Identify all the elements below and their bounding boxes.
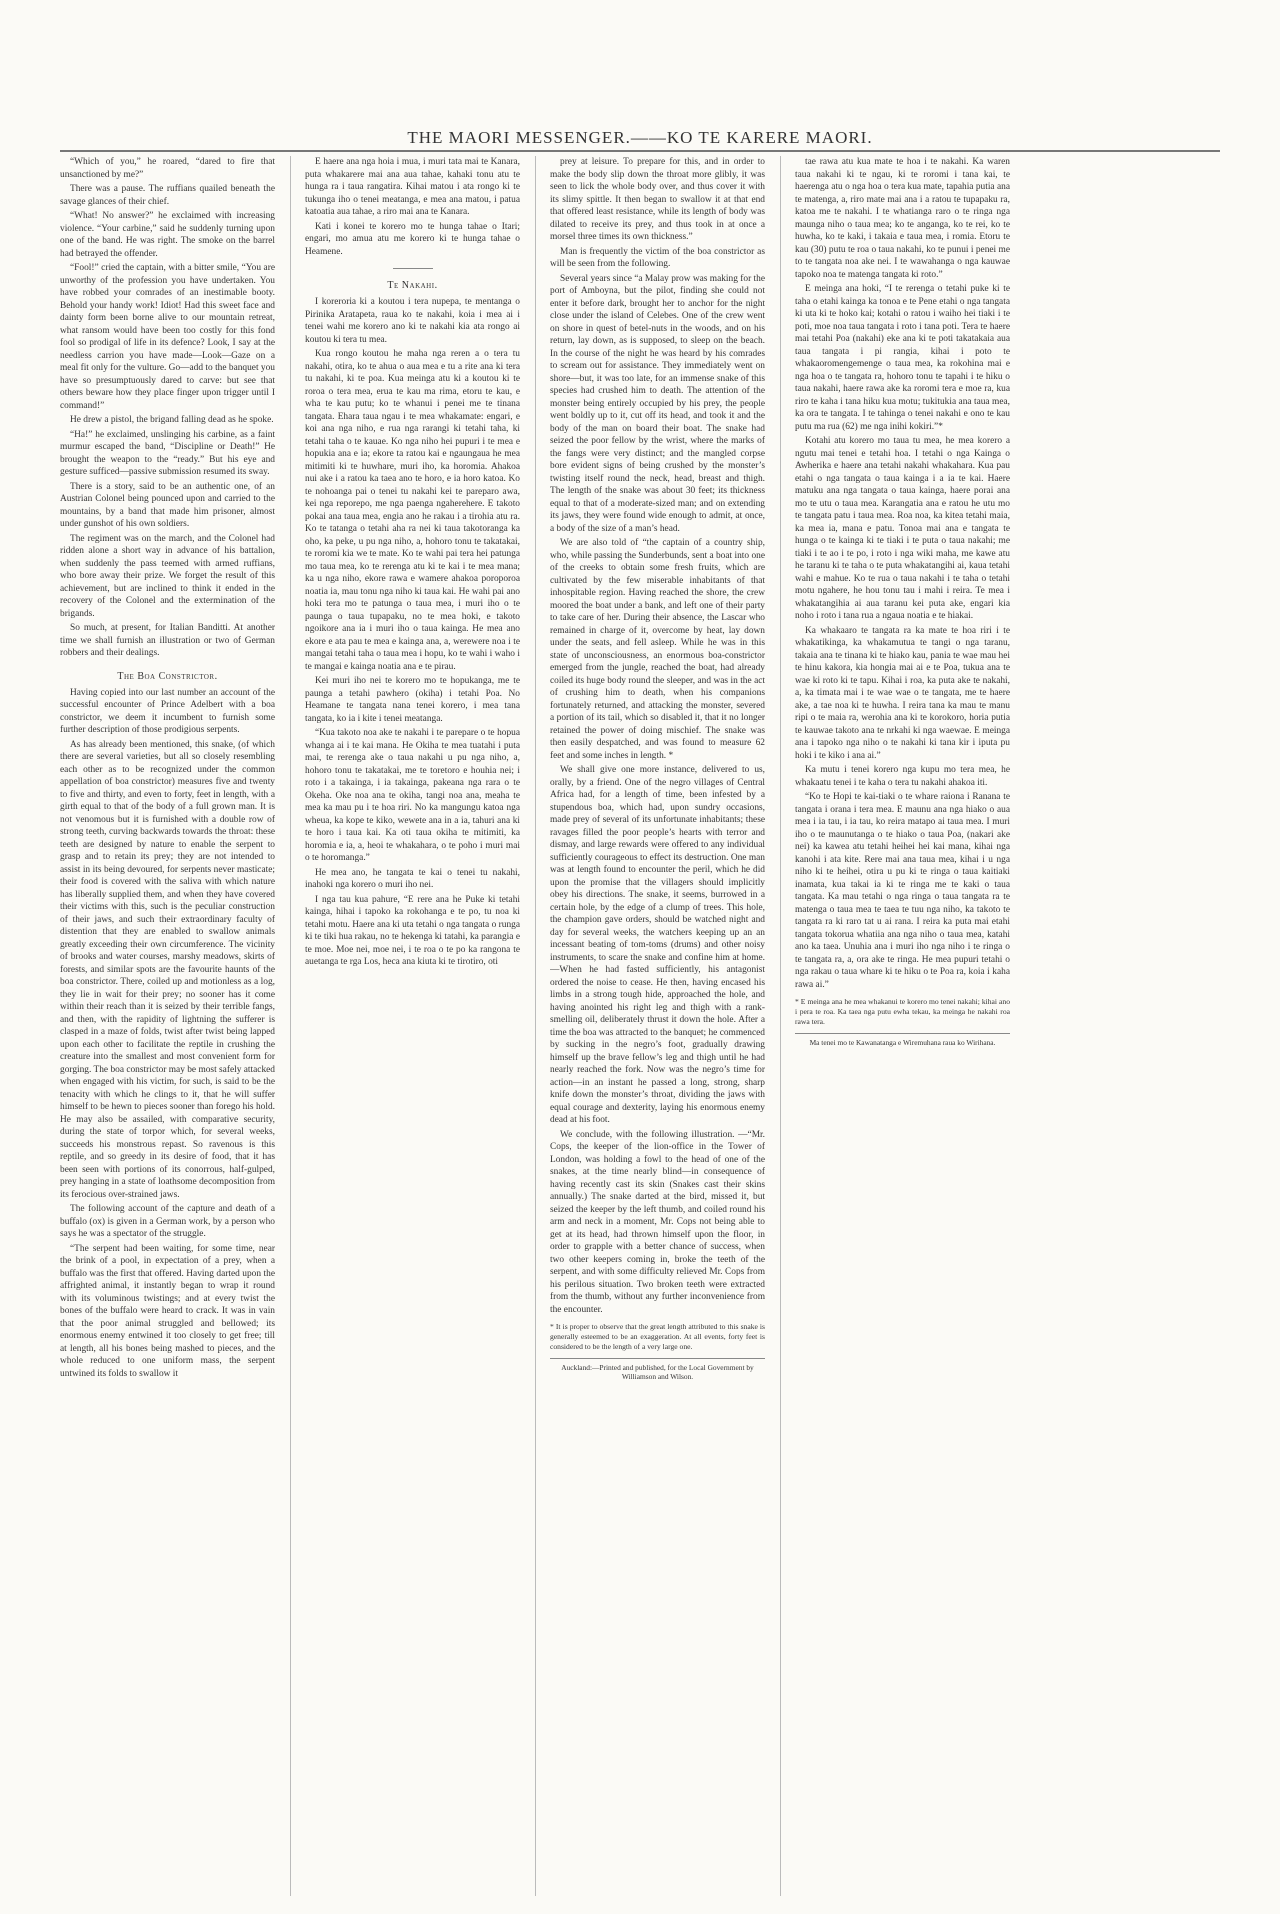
column-divider (780, 156, 781, 1896)
column-3 (550, 156, 765, 1896)
col4-imprint: Ma tenei mo te Kawanatanga e Wiremuhana raua ko Wirihana. (795, 1033, 1010, 1048)
col2-intro (305, 156, 520, 258)
paragraph: Kua rongo koutou he maha nga reren a o tera tu nakahi, otira, ko te ahua o aua mea e tu a rite ana ki tera tu nakahi, ki te poa. Kua meinga atu ki a koutou ki te roroa o tera mea, erua te kau ma rima, etoru te kau, e wha te kau putu; ko te whanui i penei me te tinana tangata. Ehara taua ngau i te mea whakamate: engari, e koi ana nga niho, e rua nga rarangi ki tetahi taha, ki tetahi taha o te kauae. Ko nga niho hei pupuri i te mea e hopukia ana e ia; ekore ta ratou kai e ngaungaua he mea mitimiti ki te huwhare, muri iho, ka horomia. Ahakoa nui ake i a ratou ka taea ano te horo, e ia horo katoa. Ko te nohoanga pai o tenei tu nakahi kei te pareparo awa, kei nga reporepo, me nga paenga ngaherehere. E takoto pokai ana taua mea, engia ano he rakau i a tirohia atu ra. Ko te tatanga o tetahi aha ra nei ki taua takotoranga ka oho, ka peke, u pu nga niho, a, hohoro tonu te takatakai, te roromi kia we te mate. Ko te wahi pai tera hei patunga mo taua mea, ko te rerenga atu ki te kai i te mea mana; ka u nga niho, ekore rawa e wamere ahakoa poroporoa noatia ia, mau tonu nga niho ki taua kai. He wahi pai ano hoki tera mo te patunga o taua mea, i muri iho o te paunga o taua tupapaku, no te mea hoki, e takoto ngoikore ana ia i muri iho o taua kainga. He mea ano ekore e ata pau te mea e kainga ana, a, werewere noa i te mangai tetahi taha o taua mea i hopu, ko te wahi i waho i te mangai e kainga noatia ana e te pirau. (305, 349, 520, 672)
paragraph: We conclude, with the following illustration. —“Mr. Cops, the keeper of the lion-office in the Tower of London, was holding a fowl to the head of one of the snakes, at the time nearly blind—in consequence of having recently cast its skin (Snakes cast their skins annually.) The snake darted at the bird, missed it, but seized the keeper by the left thumb, and coiled round his arm and neck in a moment, Mr. Cops not being able to get at its head, had thrown himself upon the floor, in order to grapple with a better chance of success, when two other keepers coming in, broke the teeth of the serpent, and with some difficulty relieved Mr. Cops from his perilous situation. Two broken teeth were extracted from the thumb, without any further inconvenience from the encounter. (550, 1129, 765, 1315)
paragraph: “What! No answer?” he exclaimed with increasing violence. “Your carbine,” said he suddenly turning upon one of the band. He was right. The smoke on the barrel had betrayed the offender. (60, 211, 275, 259)
paragraph: There was a pause. The ruffians quailed beneath the savage glances of their chief. (60, 184, 275, 207)
paragraph: prey at leisure. To prepare for this, and in order to make the body slip down the throat more glibly, it was seen to lick the whole body over, and thus cover it with its slimy spittle. It then began to swallow it at that end that offered least resistance, while its length of body was dilated to receive its prey, and thus took in at once a morsel three times its own thickness.” (550, 157, 765, 242)
paragraph: Ka mutu i tenei korero nga kupu mo tera mea, he whakaatu tenei i te kaha o tera tu nakahi ahakoa iti. (795, 765, 1010, 788)
paragraph: E meinga ana hoki, “I te rerenga o tetahi puke ki te taha o etahi kainga ka tonoa e te Pene etahi o nga tangata ki uta ki te hoko kai; kotahi o ratou i waiho hei tiaki i te poti, moe noa taua tangata i roto i tana poti. Tera te haere mai tetahi Poa (nakahi) eke ana ki te poti takatakaia aua taua tangata i pi rangia, kihai i poto te whakaoromengemenge o taua mea, ka rokohina mai e nga hoa o te tangata ra, hohoro tonu te tapahi i te hiku o taua nakahi, haere rawa ake ka roromi tera e moe ra, kua riro te kaha i tana hiku kua motu; tukitukia ana taua mea, ka ora te tangata. I te tahinga o tenei nakahi e ono te kau putu ma rua (62) me nga inihi kokiri.”* (795, 284, 1010, 432)
col1-heading: The Boa Constrictor. (117, 670, 218, 682)
paragraph: E haere ana nga hoia i mua, i muri tata mai te Kanara, puta whakarere mai ana aua tahae, kahaki tonu atu te hunga ra i taua rangatira. Kihai matou i ata rongo ki te tukunga iho o tenei meatanga, e mea ana matou, i patua katoatia aua tahae, a riro mai ana te Kanara. (305, 157, 520, 217)
paragraph: I koreroria ki a koutou i tera nupepa, te mentanga o Pirinika Aratapeta, raua ko te nakahi, koia i mea ai i tenei wahi me korero ano ki te nakahi kia ata rongo ai koutou ki tera tu mea. (305, 297, 520, 345)
paragraph: Several years since “a Malay prow was making for the port of Amboyna, but the pilot, finding she could not enter it before dark, brought her to anchor for the night close under the island of Celebes. One of the crew went on shore in quest of betel-nuts in the woods, and on his return, lay down, as is supposed, to sleep on the beach. In the course of the night he was heard by his comrades to scream out for assistance. They immediately went on shore—but, it was too late, for an immense snake of this species had crushed him to death. The attention of the monster being entirely occupied by his prey, the people went boldly up to it, cut off its head, and took it and the body of the man on board their boat. The snake had seized the poor fellow by the wrist, where the marks of the fangs were very distinct; and the mangled corpse bore evident signs of being crushed by the monster’s twisting itself round the neck, head, breast and thigh. The length of the snake was about 30 feet; its thickness equal to that of a moderate-sized man; and on extending its jaws, they were found wide enough to admit, at once, a body of the size of a man’s head. (550, 273, 765, 534)
paragraph: We are also told of “the captain of a country ship, who, while passing the Sunderbunds, sent a boat into one of the creeks to obtain some fresh fruits, which are cultivated by the few miserable inhabitants of that inhospitable region. Having reached the shore, the crew moored the boat under a bank, and left one of their party to take care of her. During their absence, the Lascar who remained in charge of it, overcome by heat, lay down under the seats, and fell asleep. While he was in this state of unconsciousness, an enormous boa-constrictor emerged from the jungle, reached the boat, had already coiled its huge body round the sleeper, and was in the act of crushing him to death, when his companions fortunately returned, and attacking the monster, severed a portion of its tail, which so disabled it, that it no longer retained the power of doing mischief. The snake was then easily despatched, and was found to measure 62 feet and some inches in length. * (550, 538, 765, 761)
paragraph: There is a story, said to be an authentic one, of an Austrian Colonel being pounced upon and carried to the mountains, by a band that made him prisoner, almost under gunshot of his own soldiers. (60, 481, 275, 529)
col4-footnote: * E meinga ana he mea whakanui te korero mo tenei nakahi; kihai ano i pera te roa. Ka taea nga putu ewha tekau, ka meinga he nakahi roa rawa tera. (795, 997, 1010, 1026)
col3-body (550, 156, 765, 1316)
col4-body (795, 156, 1010, 991)
paragraph: “Ko te Hopi te kai-tiaki o te whare raiona i Ranana te tangata i orana i tera mea. E maunu ana nga hiako o aua mea i ia tau, i ia tau, ko reira matapo ai taua mea. I muri iho o te maunutanga o te hiako o taua Poa, (nakari ake nei) ka kawea atu tetahi heihei hei kai mana, kihai nga kanohi i ata kite. Rere mai ana taua mea, kihai i u nga niho ki te heihei, otira u pu ki te ringa o taua kaitiaki inamata, kua takai ia ki te ringa me te kaki o taua tangata. Ka mau tetahi o nga ringa o taua tangata ra te matenga o taua mea te taea te tuu nga niho, ka takoto te tangata ra ki raro tat u ai rana. I reira ka puta mai etahi tangata tokorua whatiia ana nga niho o taua mea, katahi ano ka taea. Unuhia ana i muri iho nga niho i te ringa o te tangata ra, a, ora ake te ringa. He mea pupuri tetahi o nga rakau o taua whare ki te hiku o te Poa ra, koia i kaha rawa ai.” (795, 792, 1010, 990)
paragraph: “Which of you,” he roared, “dared to fire that unsanctioned by me?” (60, 157, 275, 180)
paragraph: The regiment was on the march, and the Colonel had ridden alone a short way in advance of his battalion, when suddenly the pass teemed with armed ruffians, who bore away their prize. We forget the result of this achievement, but are inclined to think it ended in the recovery of the Colonel and the extermination of the brigands. (60, 533, 275, 619)
paragraph: “The serpent had been waiting, for some time, near the brink of a pool, in expectation of a prey, when a buffalo was the first that offered. Having darted upon the affrighted animal, it instantly began to wrap it round with its voluminous twistings; and at every twist the bones of the buffalo were heard to crack. It was in vain that the poor animal struggled and bellowed; its enormous enemy entwined it too closely to get free; till at length, all his bones being mashed to pieces, and the whole reduced to one uniform mass, the serpent untwined its folds to swallow it (60, 1243, 275, 1379)
masthead: THE MAORI MESSENGER.——KO TE KARERE MAORI. (407, 128, 873, 147)
column-divider (290, 156, 291, 1896)
masthead-rule (60, 150, 1220, 152)
col3-imprint: Auckland:—Printed and published, for the Local Government by Williamson and Wilson. (550, 1358, 765, 1383)
paragraph: “Ha!” he exclaimed, unslinging his carbine, as a faint murmur escaped the band, “Discipline or Death!” He brought the weapon to the “ready.” But his eye and gesture sufficed—passive submission resumed its sway. (60, 429, 275, 477)
paragraph: He drew a pistol, the brigand falling dead as he spoke. (70, 415, 274, 425)
paragraph: “Fool!” cried the captain, with a bitter smile, “You are unworthy of the profession you have undertaken. You have robbed your comrades of an inestimable booty. Behold your handy work! Idiot! Had this sweet face and dainty form been borne alive to our mountain retreat, what ransom would have been too costly for this fond fool so prodigal of life in its defence? Look, I say at the needless carrion you have made—Look—Gaze on a meal fit only for the vulture. Go—add to the banquet you have so presumptuously dared to carve: but see that others beware how they place finger upon trigger until I command!” (60, 263, 275, 411)
column-1 (60, 156, 275, 1896)
column-2 (305, 156, 520, 1896)
column-divider (535, 156, 536, 1896)
paragraph: Ka whakaaro te tangata ra ka mate te hoa riri i te whakatikinga, ka whakamutua te tangi o nga taranu, takaia ana te tinana ki te hiako kau, pania te wae mau hei te hinu kakora, kia hongia mai ai e te Poa, tukua ana te wae ki roto ki te tapu. Kihai i roa, ka puta ake te nakahi, a, ka timata mai i te wae wae o te tangata, me te haere ake, a tae noa ki te huwha. I reira tana ka mau te manu ripi o te maia ra, werohia ana ki te korokoro, horia putia te kauwae takoto ana te nrkahi ki nga waewae. E meinga ana i tapoko nga niho o te nakahi ki tana kir i iputa pu hoki i te kiko i ana ai.” (795, 625, 1010, 761)
columns (60, 156, 1220, 1896)
paragraph: I nga tau kua pahure, “E rere ana he Puke ki tetahi kainga, hihai i tapoko ka rokohanga e te po, tu noa ki tetahi motu. Haere ana ki uta tetahi o nga tangata o runga ki te tiki hua rakau, no te hekenga ki tatahi, ka parangia e te moe. Moe nei, moe nei, i te roa o te po ka rangona te auetanga te rga Los, heca ana kiuta ki te tirotiro, oti (305, 894, 520, 968)
col1-intro (60, 156, 275, 660)
col2-heading: Te Nakahi. (387, 280, 438, 291)
paragraph: So much, at present, for Italian Banditti. At another time we shall furnish an illustration or two of German robbers and their dealings. (60, 623, 275, 658)
paragraph: Having copied into our last number an account of the successful encounter of Prince Adelbert with a boa constrictor, we deem it incumbent to furnish some further description of those prodigious serpents. (60, 687, 275, 736)
col2-body (305, 296, 520, 969)
paragraph: Kati i konei te korero mo te hunga tahae o Itari; engari, mo amua atu me korero ki te hunga tahae o Heamene. (305, 221, 520, 257)
column-4 (795, 156, 1010, 1896)
col1-body (60, 687, 275, 1381)
paragraph: We shall give one more instance, delivered to us, orally, by a friend. One of the negro villages of Central Africa had, for a length of time, been infested by a stupendous boa, which had, upon sundry occasions, made prey of several of its unfortunate inhabitants; these ravages filled the poor people’s hearts with terror and dismay, and large rewards were offered to any individual sufficiently courageous to effect its destruction. One man was at length found to encounter the peril, which he did upon the promise that the villagers should implicitly obey his directions. The snake, it seems, burrowed in a certain hole, by the edge of a clump of trees. This hole, the champion gave orders, should be watched night and day for several weeks, the watchers keeping up an an incessant beating of tom-toms (drums) and other noisy instruments, to scare the snake and confine him at home.—When he had fasted sufficiently, his antagonist ordered the noise to cease. He then, having encased his limbs in a strong tough hide, approached the hole, and having anointed his right leg and thigh with a rank-smelling oil, deliberately thrust it down the hole. After a time the boa was attracted to the banquet; he commenced by sucking in the negro’s foot, gradually drawing himself up the brave fellow’s leg and thigh until he had nearly reached the fork. Now was the negro’s time for action—in an instant he passed a long, strong, sharp knife down the monster’s throat, dividing the jaws with equal courage and dexterity, laying his enormous enemy dead at his foot. (550, 765, 765, 1125)
paragraph: As has already been mentioned, this snake, (of which there are several varieties, but all so closely resembling each other as to be recognized under the common appellation of boa constrictor) measures five and twenty to five and thirty, and even to forty, feet in length, with a girth equal to that of the body of a full grown man. It is not venomous but it is furnished with a double row of strong teeth, curving backwards towards the throat: these teeth are designed by nature to enable the serpent to grasp and to retain its prey; they are not intended to assist in its being devoured, for serpents never masticate; their food is covered with the saliva with which nature has liberally supplied them, and when they have covered their victims with this, such is the peculiar construction of their jaws, and such their extraordinary faculty of distention that they are enabled to swallow animals greatly exceeding their own circumference. The vicinity of brooks and water courses, marshy meadows, skirts of forests, and similar spots are the favourite haunts of the boa constrictor. There, coiled up and motionless as a log, they lie in wait for their prey; no sooner has it come within their reach than it is seized by their terrible fangs, and then, with the rapidity of lightning the sufferer is clasped in a maze of folds, twist after twist being lapped upon each other to facilitate the reptile in crushing the creature into the smallest and most convenient form for gorging. The boa constrictor may be most safely attacked when engaged with his victim, for such, is said to be the tenacity with which he clings to it, that he will suffer himself to be hewn to pieces sooner than forego his hold. He may also be assailed, with comparative security, during the state of torpor which, for several weeks, succeeds his monstrous repast. So ravenous is this reptile, and so greedy in its desire of food, that it has been seen with portions of its conorrous, half-gulped, prey hanging in a state of loathsome decomposition from its ferocious over-strained jaws. (60, 739, 275, 1200)
paragraph: The following account of the capture and death of a buffalo (ox) is given in a German work, by a person who says he was a spectator of the struggle. (60, 1204, 275, 1240)
paragraph: tae rawa atu kua mate te hoa i te nakahi. Ka waren taua nakahi ki te ngau, ki te roromi i tana kai, te haerenga atu o nga hoa o tera kua mate, tapahia putia ana te matenga, a, riro mate mai ana i a ratou te tupapaku ra, katoa me te nakahi. I te whatianga raro o te ringa nga maunga niho o taua mea; ko te anganga, ko te rei, ko te huwha, ko te kaki, i takaia e taua mea, i romia. Etoru te kau (30) putu te roa o taua nakahi, ko te punui i penei me to te tangata noa ake nei. I te wawahanga o nga kauwae tapoko noa te matenga tangata ki roto.” (795, 157, 1010, 280)
paragraph: Kei muri iho nei te korero mo te hopukanga, me te paunga a tetahi pawhero (okiha) i tetahi Poa. No Heamane te tangata nana tenei korero, i mea tana tangata, ko ia i kite i tenei meatanga. (305, 676, 520, 724)
paragraph: He mea ano, he tangata te kai o tenei tu nakahi, inahoki nga korero o muri iho nei. (305, 867, 520, 891)
col3-footnote: * It is proper to observe that the great length attributed to this snake is generally esteemed to be an exaggeration. At all events, forty feet is considered to be the length of a very large one. (550, 1322, 765, 1351)
paragraph: Man is frequently the victim of the boa constrictor as will be seen from the following. (550, 246, 765, 269)
paragraph: “Kua takoto noa ake te nakahi i te parepare o te hopua whanga ai i te kai mana. He Okiha te mea tuatahi i puta mai, te rerenga ake o taua nakahi u pu nga niho, a, hohoro tonu te takatakai, me te toretoro e houhia nei; i roto i a takainga, i ia takainga, pakeana nga rara o te Okeha. Oke noa ana te okiha, tangi noa ana, meaha te mea ka mau pu i te hoa riri. No ka mangungu katoa nga wheua, ka kope te kiko, wewete ana in a ia, tahuri ana ki te horo i taua kai. Ka oti taua okiha te mitimiti, ka horomia e ia, a, heoi te whakahara, o te poho i muri mai o te horomanga.” (305, 728, 520, 864)
col2-rule (393, 268, 433, 269)
paragraph: Kotahi atu korero mo taua tu mea, he mea korero a ngutu mai tenei e tetahi hoa. I tetahi o nga Kainga o Awherika e haere ana tetahi nakahi whakahara. Kua pau etahi o nga tangata o taua kainga i a ia te kai. Haere matuku ana nga tangata o taua kainga, haere porai ana mo te utu o taua mea. Karangatia ana e ratou he utu mo te tangata patu i taua mea. Roa noa, ka kitea tetahi maia, ka mea ia, mana e patu. Tonoa mai ana e tangata te hunga o te kainga ki te tiaki i te puta o taua nakahi; me tiaki i te ao i te po, i roto i nga wiki maha, me kawe atu he taranu ki te taha o te puta whakatangihi ai, kaua tetahi wahi e mahue. Ko te rua o taua nakahi i te taha o tetahi motu ngahere, he hou tonu tau i mahi i reira. Te mea i whakatangihia ai aua taranu kei puta ake, engari kia noho i roto i tana rua a ngaua noatia e te hiakai. (795, 436, 1010, 621)
